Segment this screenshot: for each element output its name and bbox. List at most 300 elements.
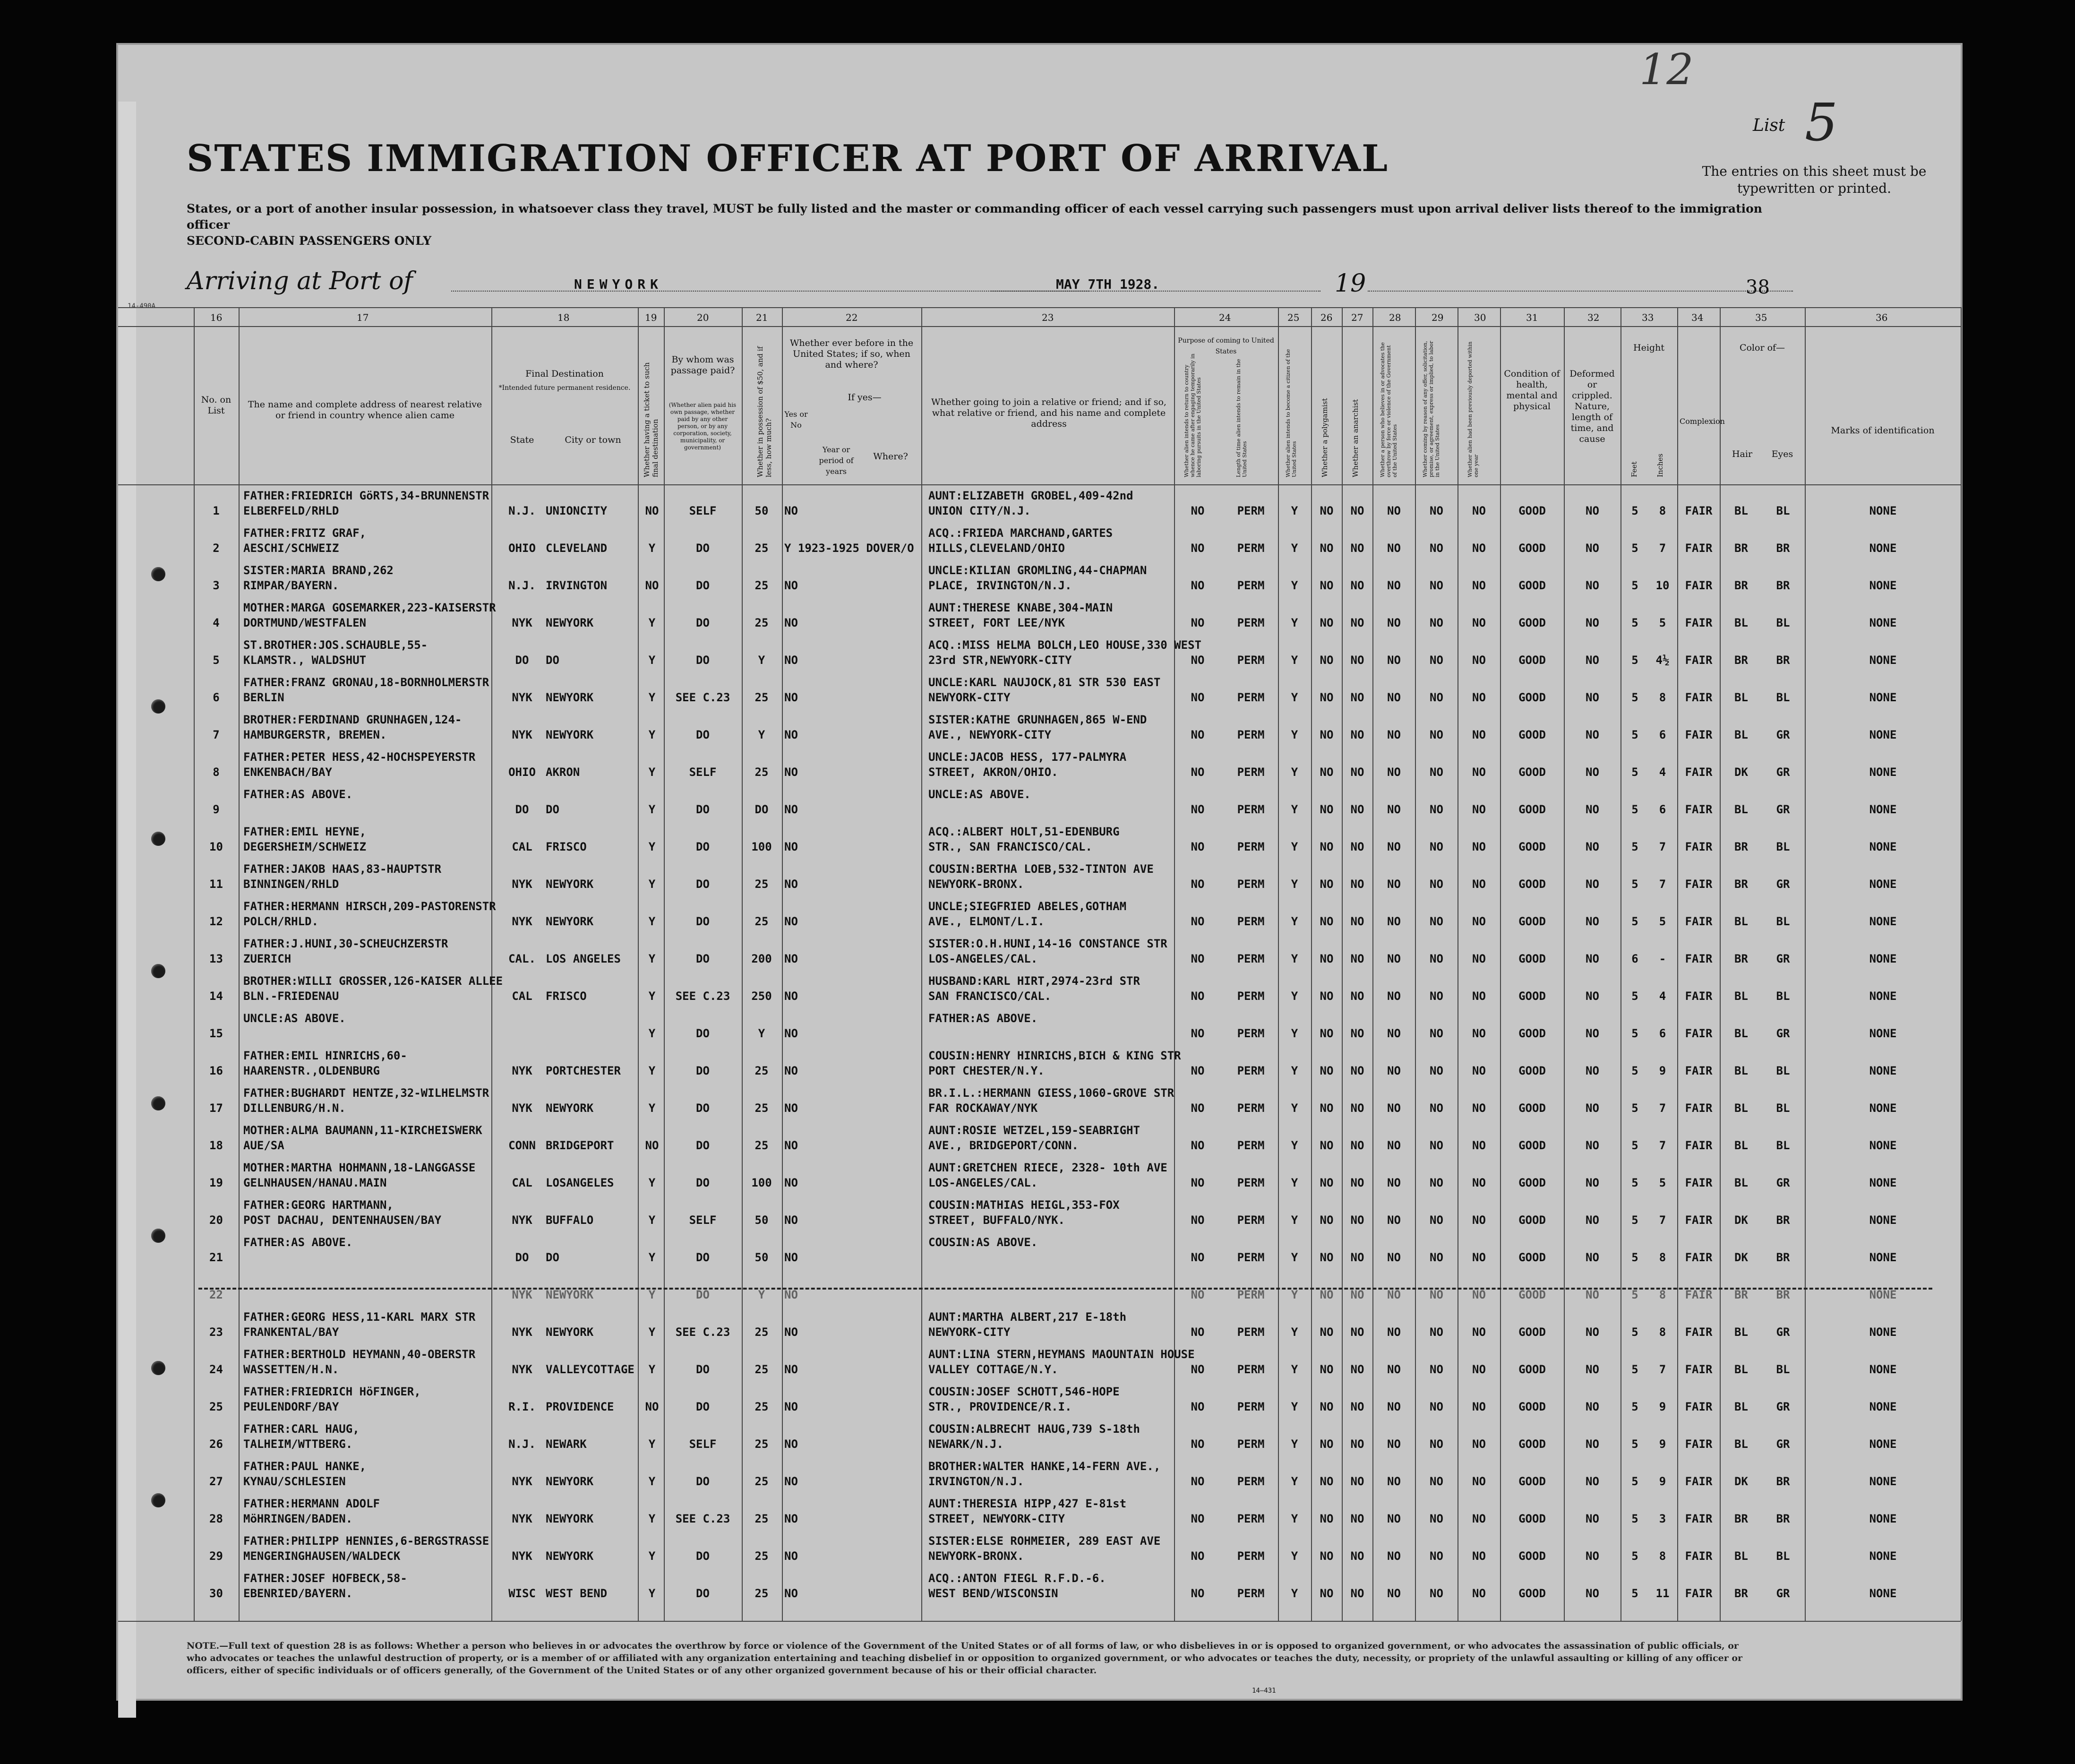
col-21-number: 21: [756, 312, 768, 323]
cell-money: 25: [755, 1512, 769, 1525]
cell-eyes: GR: [1776, 1400, 1790, 1413]
cell-hair: DK: [1734, 1475, 1748, 1488]
cell-paid: DO: [696, 1363, 710, 1376]
cell-comp: FAIR: [1685, 840, 1713, 853]
table-row: [118, 897, 1961, 933]
cell-anar: NO: [1350, 654, 1364, 667]
cell-anar: NO: [1350, 579, 1364, 592]
cell-ft: 5: [1631, 990, 1638, 1003]
cell-join1: UNCLE:JACOB HESS, 177-PALMYRA: [928, 750, 1127, 764]
cell-join1: FATHER:AS ABOVE.: [928, 1012, 1038, 1025]
cell-dep: NO: [1472, 1549, 1486, 1563]
cell-anar: NO: [1350, 1475, 1364, 1488]
cell-hair: BL: [1734, 504, 1748, 517]
cell-eyes: BL: [1776, 1064, 1790, 1077]
hdr-height: Height: [1633, 343, 1664, 353]
table-row: [118, 1196, 1961, 1231]
cell-comp: FAIR: [1685, 878, 1713, 891]
cell-city: IRVINGTON: [546, 579, 608, 592]
cell-join2: NEWYORK-CITY: [928, 1325, 1011, 1339]
cell-marks: NONE: [1869, 1437, 1897, 1451]
col-36-number: 36: [1876, 312, 1888, 323]
cell-len: PERM: [1237, 1400, 1265, 1413]
cell-join2: 23rd STR,NEWYORK-CITY: [928, 654, 1072, 667]
hdr-city: City or town: [565, 435, 621, 445]
hdr-where: Where?: [873, 451, 908, 462]
cell-money: 50: [755, 504, 769, 517]
cell-health: GOOD: [1518, 1363, 1546, 1376]
cell-inch: 8: [1659, 1549, 1666, 1563]
cell-cit: Y: [1291, 542, 1298, 555]
cell-len: PERM: [1237, 1512, 1265, 1525]
cell-labor: NO: [1430, 1064, 1443, 1077]
cell-join2: UNION CITY/N.J.: [928, 504, 1031, 517]
cell-join2: NEWYORK-CITY: [928, 691, 1011, 704]
cell-rel2: ZUERICH: [243, 952, 292, 965]
cell-money: 25: [755, 1139, 769, 1152]
cell-deform: NO: [1586, 542, 1599, 555]
arrival-port: NEWYORK: [574, 276, 663, 292]
cell-over: NO: [1387, 616, 1401, 629]
table-row: [118, 1383, 1961, 1418]
cell-ret: NO: [1191, 1288, 1205, 1301]
hdr-fifty-dollars: Whether in possession of $50, and if less, how much?: [756, 346, 773, 477]
cell-health: GOOD: [1518, 803, 1546, 816]
cell-deform: NO: [1586, 952, 1599, 965]
cell-ticket: Y: [648, 1587, 656, 1600]
cell-deform: NO: [1586, 803, 1599, 816]
cell-labor: NO: [1430, 579, 1443, 592]
cell-join1: UNCLE:KILIAN GROMLING,44-CHAPMAN: [928, 564, 1147, 577]
cell-before: NO: [784, 1587, 798, 1600]
cell-anar: NO: [1350, 1101, 1364, 1115]
cell-len: PERM: [1237, 504, 1265, 517]
cell-over: NO: [1387, 504, 1401, 517]
cell-len: PERM: [1237, 1101, 1265, 1115]
cell-join2: SAN FRANCISCO/CAL.: [928, 990, 1052, 1003]
cell-inch: 8: [1659, 691, 1666, 704]
cell-rel1: FATHER:FRITZ GRAF,: [243, 526, 367, 540]
cell-len: PERM: [1237, 728, 1265, 741]
form-code-bottom: 14—431: [1252, 1687, 1276, 1695]
cell-ret: NO: [1191, 1587, 1205, 1600]
cell-cit: Y: [1291, 1288, 1298, 1301]
cell-labor: NO: [1430, 1251, 1443, 1264]
cell-ft: 5: [1631, 1549, 1638, 1563]
cell-marks: NONE: [1869, 990, 1897, 1003]
cell-eyes: GR: [1776, 878, 1790, 891]
cell-dep: NO: [1472, 504, 1486, 517]
notice-line-1: States, or a port of another insular possession, in whatsoever class they travel, MUST be fully listed and the master or commanding officer of each vessel carrying such passengers must upon arrival deliver lists thereof to the immigration officer: [187, 202, 1762, 232]
page-corner-number: 12: [1639, 45, 1694, 95]
cell-before: NO: [784, 728, 798, 741]
cell-ticket: Y: [648, 1475, 656, 1488]
cell-labor: NO: [1430, 803, 1443, 816]
cell-poly: NO: [1320, 542, 1334, 555]
cell-marks: NONE: [1869, 1064, 1897, 1077]
cell-hair: BL: [1734, 803, 1748, 816]
cell-inch: -: [1659, 952, 1666, 965]
cell-ticket: Y: [648, 1064, 656, 1077]
cell-over: NO: [1387, 728, 1401, 741]
cell-cit: Y: [1291, 691, 1298, 704]
cell-poly: NO: [1320, 952, 1334, 965]
cell-rel2: PEULENDORF/BAY: [243, 1400, 339, 1413]
cell-state: NYK: [512, 1288, 532, 1301]
cell-hair: BR: [1734, 878, 1748, 891]
cell-anar: NO: [1350, 1027, 1364, 1040]
cell-over: NO: [1387, 803, 1401, 816]
cell-city: AKRON: [546, 766, 580, 779]
cell-len: PERM: [1237, 1437, 1265, 1451]
cell-anar: NO: [1350, 952, 1364, 965]
cell-paid: DO: [696, 1400, 710, 1413]
cell-rel1: FATHER:AS ABOVE.: [243, 1236, 353, 1249]
cell-ret: NO: [1191, 728, 1205, 741]
col-18-number: 18: [557, 312, 570, 323]
cell-inch: 9: [1659, 1064, 1666, 1077]
hdr-marks: Marks of identification: [1831, 425, 1935, 436]
cell-marks: NONE: [1869, 728, 1897, 741]
cell-city: FRISCO: [546, 840, 587, 853]
table-row: [118, 1457, 1961, 1493]
cell-before: NO: [784, 654, 798, 667]
cell-eyes: BL: [1776, 1101, 1790, 1115]
arrival-date: MAY 7TH 1928.: [1056, 276, 1160, 292]
cell-join1: AUNT:THERESIA HIPP,427 E-81st: [928, 1497, 1127, 1510]
cell-money: 25: [755, 1363, 769, 1376]
cell-anar: NO: [1350, 1064, 1364, 1077]
cell-len: PERM: [1237, 691, 1265, 704]
cell-ft: 5: [1631, 766, 1638, 779]
cell-eyes: BR: [1776, 579, 1790, 592]
cell-rel1: MOTHER:MARTHA HOHMANN,18-LANGGASSE: [243, 1161, 476, 1174]
cell-rel1: FATHER:PHILIPP HENNIES,6-BERGSTRASSE: [243, 1534, 489, 1548]
cell-join2: PORT CHESTER/N.Y.: [928, 1064, 1045, 1077]
cell-ticket: Y: [648, 691, 656, 704]
cell-health: GOOD: [1518, 1176, 1546, 1189]
cell-marks: NONE: [1869, 766, 1897, 779]
cell-rel1: FATHER:PAUL HANKE,: [243, 1460, 367, 1473]
cell-labor: NO: [1430, 840, 1443, 853]
cell-marks: NONE: [1869, 952, 1897, 965]
cell-rel2: POLCH/RHLD.: [243, 915, 318, 928]
cell-paid: DO: [696, 1064, 710, 1077]
cell-city: NEWARK: [546, 1437, 587, 1451]
cell-paid: DO: [696, 579, 710, 592]
cell-join2: AVE., BRIDGEPORT/CONN.: [928, 1139, 1079, 1152]
cell-eyes: BL: [1776, 990, 1790, 1003]
cell-city: NEWYORK: [546, 1288, 594, 1301]
cell-rel2: TALHEIM/WTTBERG.: [243, 1437, 353, 1451]
cell-dep: NO: [1472, 691, 1486, 704]
cell-marks: NONE: [1869, 1288, 1897, 1301]
cell-cit: Y: [1291, 616, 1298, 629]
cell-ft: 5: [1631, 1139, 1638, 1152]
cell-before: NO: [784, 952, 798, 965]
cell-hair: BR: [1734, 654, 1748, 667]
cell-eyes: BR: [1776, 1475, 1790, 1488]
cell-dep: NO: [1472, 1475, 1486, 1488]
table-row: [118, 972, 1961, 1007]
cell-rel1: FATHER:J.HUNI,30-SCHEUCHZERSTR: [243, 937, 448, 950]
cell-eyes: BL: [1776, 1549, 1790, 1563]
cell-ticket: Y: [648, 1325, 656, 1339]
cell-marks: NONE: [1869, 1400, 1897, 1413]
cell-marks: NONE: [1869, 691, 1897, 704]
cell-no: 24: [209, 1363, 223, 1376]
cell-dep: NO: [1472, 542, 1486, 555]
cell-hair: BL: [1734, 1437, 1748, 1451]
cell-money: Y: [758, 728, 765, 741]
cell-money: 25: [755, 579, 769, 592]
cell-ticket: Y: [648, 1363, 656, 1376]
hdr-complexion: Complexion: [1680, 417, 1725, 426]
cell-eyes: GR: [1776, 728, 1790, 741]
table-row: [118, 748, 1961, 783]
cell-deform: NO: [1586, 1027, 1599, 1040]
cell-rel2: ELBERFELD/RHLD: [243, 504, 339, 517]
cell-hair: BL: [1734, 1027, 1748, 1040]
cell-money: 25: [755, 1437, 769, 1451]
cell-cit: Y: [1291, 579, 1298, 592]
table-row: [118, 1308, 1961, 1343]
cell-dep: NO: [1472, 1064, 1486, 1077]
cell-dep: NO: [1472, 803, 1486, 816]
cell-ticket: Y: [648, 840, 656, 853]
cell-join1: AUNT:GRETCHEN RIECE, 2328- 10th AVE: [928, 1161, 1167, 1174]
cell-state: N.J.: [508, 504, 536, 517]
cell-paid: DO: [696, 840, 710, 853]
cell-join2: STR., SAN FRANCISCO/CAL.: [928, 840, 1092, 853]
cell-ret: NO: [1191, 915, 1205, 928]
cell-city: NEWYORK: [546, 1101, 594, 1115]
table-bottom-rule: [118, 1621, 1961, 1622]
cell-join1: COUSIN:MATHIAS HEIGL,353-FOX: [928, 1198, 1120, 1212]
cell-over: NO: [1387, 1587, 1401, 1600]
cell-join2: STREET, FORT LEE/NYK: [928, 616, 1065, 629]
cell-labor: NO: [1430, 1027, 1443, 1040]
cell-rel2: HAARENSTR.,OLDENBURG: [243, 1064, 380, 1077]
cell-money: 25: [755, 616, 769, 629]
cell-ticket: Y: [648, 952, 656, 965]
cell-join1: ACQ.:ALBERT HOLT,51-EDENBURG: [928, 825, 1120, 838]
cell-hair: BR: [1734, 952, 1748, 965]
cell-no: 23: [209, 1325, 223, 1339]
cell-labor: NO: [1430, 1512, 1443, 1525]
cell-comp: FAIR: [1685, 990, 1713, 1003]
cell-inch: 8: [1659, 1325, 1666, 1339]
cell-paid: SELF: [689, 1437, 717, 1451]
cell-len: PERM: [1237, 878, 1265, 891]
cell-comp: FAIR: [1685, 1587, 1713, 1600]
cell-ft: 5: [1631, 1475, 1638, 1488]
cell-len: PERM: [1237, 766, 1265, 779]
cell-len: PERM: [1237, 1475, 1265, 1488]
cell-join2: LOS-ANGELES/CAL.: [928, 1176, 1038, 1189]
cell-marks: NONE: [1869, 1325, 1897, 1339]
cell-inch: 6: [1659, 803, 1666, 816]
cell-dep: NO: [1472, 952, 1486, 965]
cell-ft: 5: [1631, 1101, 1638, 1115]
cell-state: DO: [515, 803, 529, 816]
cell-ret: NO: [1191, 1027, 1205, 1040]
cell-len: PERM: [1237, 1064, 1265, 1077]
cell-before: NO: [784, 691, 798, 704]
cell-deform: NO: [1586, 1064, 1599, 1077]
table-row: [118, 524, 1961, 559]
cell-cit: Y: [1291, 1549, 1298, 1563]
cell-labor: NO: [1430, 1549, 1443, 1563]
cell-dep: NO: [1472, 1363, 1486, 1376]
cell-ticket: Y: [648, 915, 656, 928]
cell-city: CLEVELAND: [546, 542, 608, 555]
cell-hair: BL: [1734, 616, 1748, 629]
cell-dep: NO: [1472, 1325, 1486, 1339]
cell-cit: Y: [1291, 915, 1298, 928]
cell-cit: Y: [1291, 728, 1298, 741]
cell-len: PERM: [1237, 1176, 1265, 1189]
entries-note: The entries on this sheet must be typewritten or printed.: [1702, 163, 1927, 196]
cell-hair: BR: [1734, 1512, 1748, 1525]
arrival-year-digits: 38: [1746, 276, 1770, 298]
cell-eyes: GR: [1776, 1027, 1790, 1040]
col-34-number: 34: [1691, 312, 1704, 323]
cell-deform: NO: [1586, 915, 1599, 928]
cell-health: GOOD: [1518, 1027, 1546, 1040]
cell-deform: NO: [1586, 1325, 1599, 1339]
table-row: [118, 561, 1961, 597]
cell-eyes: BR: [1776, 1512, 1790, 1525]
cell-city: BUFFALO: [546, 1213, 594, 1227]
cell-city: FRISCO: [546, 990, 587, 1003]
cell-rel2: RIMPAR/BAYERN.: [243, 579, 339, 592]
cell-cit: Y: [1291, 1101, 1298, 1115]
manifest-page: [118, 45, 1961, 1699]
form-code: 14-490A: [128, 302, 156, 310]
list-number: 5: [1805, 92, 1838, 153]
hdr-inches: Inches: [1656, 453, 1664, 477]
page-title: STATES IMMIGRATION OFFICER AT PORT OF ARRIVAL: [187, 137, 1389, 180]
cell-over: NO: [1387, 990, 1401, 1003]
cell-no: 26: [209, 1437, 223, 1451]
cell-state: WISC: [508, 1587, 536, 1600]
table-top-rule: [118, 307, 1961, 308]
cell-no: 6: [213, 691, 220, 704]
cell-state: R.I.: [508, 1400, 536, 1413]
cell-dep: NO: [1472, 579, 1486, 592]
cell-money: 25: [755, 1587, 769, 1600]
cell-inch: 4: [1659, 766, 1666, 779]
cell-over: NO: [1387, 1549, 1401, 1563]
col-28-number: 28: [1389, 312, 1401, 323]
cell-len: PERM: [1237, 990, 1265, 1003]
hdr-eyes: Eyes: [1771, 449, 1793, 459]
cell-over: NO: [1387, 1251, 1401, 1264]
cell-ret: NO: [1191, 803, 1205, 816]
cell-eyes: BL: [1776, 840, 1790, 853]
cell-state: N.J.: [508, 1437, 536, 1451]
cell-city: NEWYORK: [546, 691, 594, 704]
cell-ft: 5: [1631, 1437, 1638, 1451]
cell-no: 1: [213, 504, 220, 517]
cell-ticket: Y: [648, 1437, 656, 1451]
cell-before: NO: [784, 1176, 798, 1189]
cell-rel1: ST.BROTHER:JOS.SCHAUBLE,55-: [243, 638, 428, 652]
cell-join2: STREET, NEWYORK-CITY: [928, 1512, 1065, 1525]
cell-state: CAL: [512, 1176, 532, 1189]
cell-cit: Y: [1291, 1512, 1298, 1525]
cell-join1: UNCLE:KARL NAUJOCK,81 STR 530 EAST: [928, 676, 1161, 689]
cell-dep: NO: [1472, 1512, 1486, 1525]
cell-eyes: BL: [1776, 915, 1790, 928]
cell-money: 25: [755, 766, 769, 779]
cell-len: PERM: [1237, 1325, 1265, 1339]
cell-poly: NO: [1320, 878, 1334, 891]
cell-no: 25: [209, 1400, 223, 1413]
cell-ft: 5: [1631, 1587, 1638, 1600]
cell-deform: NO: [1586, 691, 1599, 704]
cell-before: NO: [784, 1027, 798, 1040]
cell-hair: DK: [1734, 766, 1748, 779]
cell-over: NO: [1387, 1288, 1401, 1301]
cell-rel1: FATHER:HERMANN HIRSCH,209-PASTORENSTR: [243, 900, 496, 913]
cell-len: PERM: [1237, 840, 1265, 853]
cell-join1: COUSIN:ALBRECHT HAUG,739 S-18th: [928, 1422, 1140, 1436]
cell-join2: IRVINGTON/N.J.: [928, 1475, 1024, 1488]
arriving-label: Arriving at Port of: [187, 267, 413, 295]
cell-rel1: FATHER:BUGHARDT HENTZE,32-WILHELMSTR: [243, 1086, 489, 1100]
cell-poly: NO: [1320, 1400, 1334, 1413]
cell-hair: BL: [1734, 1101, 1748, 1115]
cell-eyes: GR: [1776, 1437, 1790, 1451]
cell-no: 16: [209, 1064, 223, 1077]
cell-inch: 7: [1659, 1213, 1666, 1227]
table-row: [118, 1345, 1961, 1381]
cell-rel2: AESCHI/SCHWEIZ: [243, 542, 339, 555]
cell-comp: FAIR: [1685, 1064, 1713, 1077]
cell-anar: NO: [1350, 1288, 1364, 1301]
cell-anar: NO: [1350, 1512, 1364, 1525]
cell-poly: NO: [1320, 1475, 1334, 1488]
cell-rel1: FATHER:BERTHOLD HEYMANN,40-OBERSTR: [243, 1348, 476, 1361]
cell-ret: NO: [1191, 579, 1205, 592]
cell-rel1: BROTHER:WILLI GROSSER,126-KAISER ALLEE: [243, 974, 503, 988]
cell-no: 12: [209, 915, 223, 928]
cell-health: GOOD: [1518, 952, 1546, 965]
cell-ret: NO: [1191, 1139, 1205, 1152]
cell-cit: Y: [1291, 1027, 1298, 1040]
cell-anar: NO: [1350, 691, 1364, 704]
cell-ret: NO: [1191, 1325, 1205, 1339]
cell-ft: 5: [1631, 1027, 1638, 1040]
cell-comp: FAIR: [1685, 1213, 1713, 1227]
cell-poly: NO: [1320, 1512, 1334, 1525]
cell-marks: NONE: [1869, 579, 1897, 592]
cell-city: NEWYORK: [546, 1325, 594, 1339]
hdr-state: State: [510, 435, 534, 445]
cell-comp: FAIR: [1685, 1251, 1713, 1264]
cell-rel1: FATHER:FRANZ GRONAU,18-BORNHOLMERSTR: [243, 676, 489, 689]
cell-money: 50: [755, 1251, 769, 1264]
cell-before: Y 1923-1925 DOVER/O: [784, 542, 914, 555]
cell-inch: 11: [1655, 1587, 1670, 1600]
cell-health: GOOD: [1518, 1587, 1546, 1600]
cell-join2: HILLS,CLEVELAND/OHIO: [928, 542, 1065, 555]
cell-before: NO: [784, 1437, 798, 1451]
cell-state: NYK: [512, 1213, 532, 1227]
cell-ticket: NO: [645, 1400, 659, 1413]
